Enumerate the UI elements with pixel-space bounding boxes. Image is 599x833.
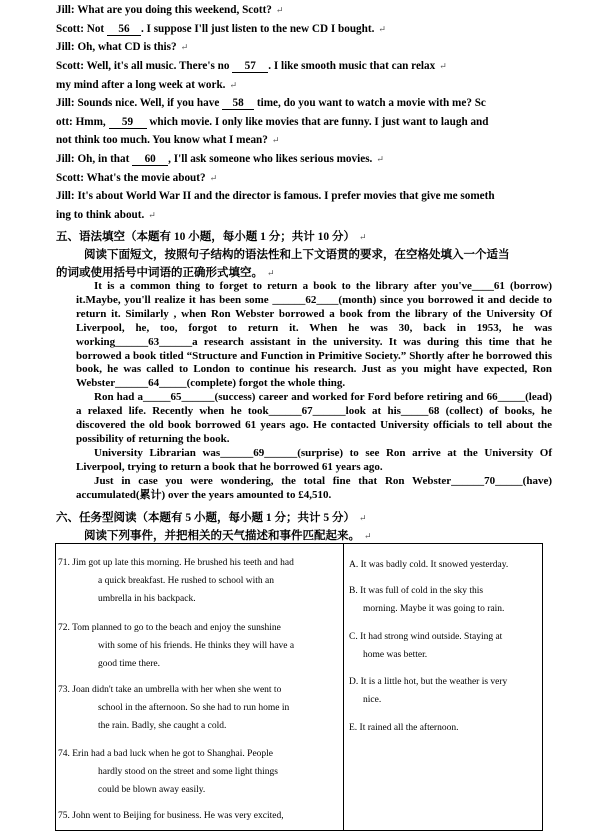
- dialogue-line: Jill: Oh, in that 60 , I'll ask someone who likes serious movies. ↵: [56, 153, 384, 165]
- event-item: 72. Tom planned to go to the beach and enjoy the sunshine with some of his friends. He thinks they will have a good time there.: [58, 623, 295, 669]
- dialogue-line: Jill: What are you doing this weekend, Scott? ↵: [56, 4, 284, 16]
- section-6-instruction: 阅读下列事件，并把相关的天气描述和事件匹配起来。 ↵: [84, 530, 372, 542]
- dialogue-line: Jill: Sounds nice. Well, if you have 58 time, do you want to watch a movie with me? Sc: [56, 97, 486, 109]
- section-5-heading: 五、语法填空（本题有 10 小题，每小题 1 分；共计 10 分） ↵: [56, 231, 367, 243]
- dialogue-line: ing to think about. ↵: [56, 209, 156, 221]
- weather-item: E. It rained all the afternoon.: [349, 723, 459, 733]
- matching-table: [55, 543, 543, 831]
- passage-paragraph: It is a common thing to forget to return a book to the library after you've____61 (borrow) it.Maybe, you'll realize it has been some ______62____(month) since you borrowed it and decide to return it. Similarly , when Ron Webster borrowed a book from the library of the University Of Liverpool, he, too, forgot to return it. When he was 30, back in 1953, he was working______63______a research assistant in the university. It was during this time that he borrowed a book titled “Structure and Function in Primitive Society.” Shortly after he borrowed this book, he was called to London to continue his research. Just as you might have expected, Ron Webster______64_____(complete) forgot the whole thing.: [76, 280, 552, 390]
- answer-blank[interactable]: 56: [107, 23, 141, 36]
- event-item: 71. Jim got up late this morning. He brushed his teeth and had a quick breakfast. He rushed to school with an umbrella in his backpack.: [58, 558, 294, 604]
- passage-paragraph: Just in case you were wondering, the total fine that Ron Webster______70_____(have) accumulated(累计) over the years amounted to £4,510.: [76, 474, 552, 501]
- dialogue-line: my mind after a long week at work. ↵: [56, 79, 238, 91]
- passage-paragraph: University Librarian was______69______(surprise) to see Ron arrive at the University Of Liverpool, trying to return a book that he borrowed 61 years ago.: [76, 446, 552, 473]
- section-5-instruction: 阅读下面短文，按照句子结构的语法性和上下文语贯的要求，在空格处填入一个适当: [84, 249, 510, 261]
- cloze-passage: [76, 280, 552, 503]
- section-5-instruction: 的词或使用括号中词语的正确形式填空。 ↵: [56, 267, 275, 279]
- dialogue-line: not think too much. You know what I mean? ↵: [56, 134, 280, 146]
- weather-item: D. It is a little hot, but the weather is very nice.: [349, 677, 508, 705]
- passage-paragraph: Ron had a_____65______(success) career and worked for Ford before retiring and 66_____(lead) a relaxed life. Recently when he took______67______look at his_____68 (collect) of books, he discovered the old book borrowed 61 years ago. He contacted University officials to tell about the possibility of returning the book.: [76, 391, 552, 445]
- dialogue-line: Scott: Well, it's all music. There's no 57 . I like smooth music that can relax ↵: [56, 60, 447, 72]
- event-item: 74. Erin had a bad luck when he got to Shanghai. People hardly stood on the street and some light things could be blown away easily.: [58, 749, 278, 795]
- dialogue-line: Scott: What's the movie about? ↵: [56, 172, 218, 184]
- weather-item: C. It had strong wind outside. Staying at home was better.: [349, 632, 503, 660]
- event-item: 73. Joan didn't take an umbrella with her when she went to school in the afternoon. So she had to run home in the rain. Badly, she caught a cold.: [58, 685, 290, 731]
- answer-blank[interactable]: 59: [109, 116, 147, 129]
- dialogue-line: Jill: It's about World War II and the director is famous. I prefer movies that give me someth: [56, 190, 495, 202]
- table-divider: [343, 544, 344, 830]
- answer-blank[interactable]: 60: [132, 153, 168, 166]
- event-item: 75. John went to Beijing for business. He was very excited,: [58, 811, 284, 821]
- answer-blank[interactable]: 57: [232, 60, 268, 73]
- weather-item: B. It was full of cold in the sky this morning. Maybe it was going to rain.: [349, 586, 505, 614]
- answer-blank[interactable]: 58: [222, 97, 254, 110]
- weather-item: A. It was badly cold. It snowed yesterday.: [349, 560, 509, 570]
- dialogue-line: Jill: Oh, what CD is this? ↵: [56, 41, 189, 53]
- section-6-heading: 六、任务型阅读（本题有 5 小题，每小题 1 分；共计 5 分） ↵: [56, 512, 367, 524]
- dialogue-line: Scott: Not 56 . I suppose I'll just listen to the new CD I bought. ↵: [56, 23, 386, 35]
- dialogue-line: ott: Hmm, 59 which movie. I only like movies that are funny. I just want to laugh and: [56, 116, 489, 128]
